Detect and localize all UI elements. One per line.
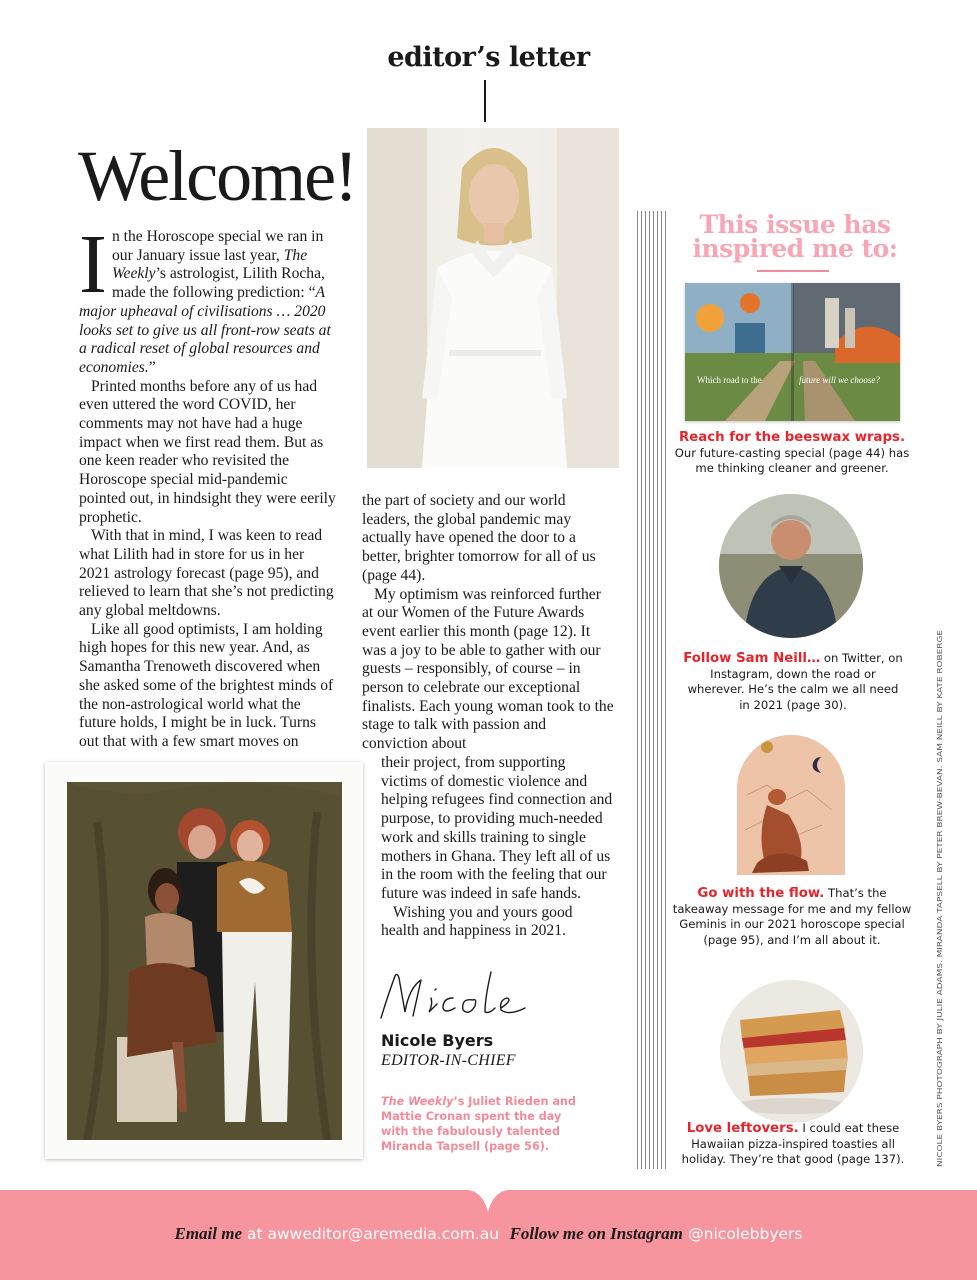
email-label: Email me	[174, 1224, 243, 1243]
sidebar-item	[675, 1121, 911, 1168]
sidebar-item-text: I could eat these Hawaiian pizza-inspired toasties all holiday. They’re that good (page 137).	[681, 1121, 905, 1166]
signature-image	[373, 968, 533, 1026]
toastie-photo	[720, 980, 863, 1123]
group-photo	[67, 782, 342, 1140]
signature-title: EDITOR-IN-CHIEF	[381, 1052, 516, 1069]
article-paragraph: their project, from supporting victims of domestic violence and helping refugees find connection and purpose, to providing much-needed work and skills training to single mothers in Ghana. They left all of us in the room with the feeling that our future was indeed in safe hands.	[381, 754, 613, 902]
sidebar-rule-lines	[637, 211, 667, 1169]
sidebar-item-heading: Love leftovers.	[686, 1121, 799, 1136]
sidebar-item-heading: Go with the flow.	[697, 886, 825, 901]
article-column-3	[381, 754, 613, 941]
instagram-label: Follow me on Instagram	[509, 1224, 683, 1243]
footer-notch	[468, 1190, 508, 1212]
article-paragraph: My optimism was reinforced further at our Women of the Future Awards event earlier this month (page 12). It was a joy to be able to gather with our guests – responsibly, of course – in person to celebrate our exceptional finalists. Each young woman took to the stage to talk with passion and conviction about	[362, 585, 614, 753]
article-paragraph: In the Horoscope special we ran in our January issue last year, The Weekly’s astrologist, Lilith Rocha, made the following prediction: “A major upheaval of civilisations … 2020 looks set to give us all front-row seats at a radical reset of global resources and economies.”	[79, 218, 331, 376]
article-paragraph: Like all good optimists, I am holding high hopes for this new year. And, as Samantha Trenoweth discovered when she asked some of the brightest minds of the non-astrological world what the future holds, I might be in luck. Turns out that with a few smart moves on	[79, 620, 334, 750]
article-paragraph: the part of society and our world leaders, the global pandemic may actually have opened the door to a better, brighter tomorrow for all of us (page 44).	[362, 492, 596, 584]
sidebar-item	[682, 651, 904, 713]
sidebar-item-heading: Reach for the beeswax wraps.	[678, 430, 905, 445]
editor-portrait-photo	[367, 128, 619, 468]
photo-credits	[932, 630, 946, 1167]
sidebar-item-text: Our future-casting special (page 44) has me thinking cleaner and greener.	[674, 445, 910, 475]
sidebar-item-text: on Twitter, on Instagram, down the road or wherever. He’s the calm we all need in 2021 (page 30).	[687, 651, 903, 712]
spread-title-right: future will we choose?	[799, 375, 880, 385]
article-column-1	[79, 218, 337, 752]
article-column-2	[362, 492, 614, 754]
sidebar-title-underline	[757, 270, 829, 272]
headline: Welcome!	[78, 136, 357, 216]
sidebar-item	[672, 886, 912, 948]
astrology-illustration	[737, 735, 845, 875]
section-label: editor’s letter	[387, 42, 590, 73]
spread-title-left: Which road to the	[697, 375, 762, 385]
section-label-rule	[484, 80, 486, 122]
instagram-handle-link[interactable]: @nicolebbyers	[688, 1225, 803, 1243]
email-link[interactable]: awweditor@aremedia.com.au	[267, 1225, 500, 1243]
drop-cap: I	[79, 218, 107, 311]
sam-neill-photo	[719, 494, 863, 638]
sidebar-item-heading: Follow Sam Neill…	[683, 651, 821, 666]
svg-text:NICOLE BYERS PHOTOGRAPH BY JUL: NICOLE BYERS PHOTOGRAPH BY JULIE ADAMS. MIRANDA TAPSELL BY PETER BREW-BEVAN. SAM NEILL BY KATE ROBERGE	[935, 733, 944, 1167]
article-paragraph: With that in mind, I was keen to read what Lilith had in store for us in her 2021 astrology forecast (page 95), and relieved to learn that she’s not predicting any global meltdowns.	[79, 527, 334, 620]
sidebar-item	[672, 430, 912, 477]
sidebar-item-text: That’s the takeaway message for me and my fellow Geminis in our 2021 horoscope special (page 95), and I’m all about it.	[672, 886, 912, 947]
sidebar-title: This issue has inspired me to:	[692, 210, 898, 263]
article-paragraph: Printed months before any of us had even uttered the word COVID, her comments may not have had a huge impact when we first read them. But as one keen reader who revisited the Horoscope special mid-pandemic pointed out, in hindsight they were eerily prophetic.	[79, 377, 336, 526]
magazine-spread-image	[685, 283, 900, 421]
footer-contact-line: Email me at awweditor@aremedia.com.au Follow me on Instagram @nicolebbyers	[174, 1224, 803, 1243]
signature-name: Nicole Byers	[381, 1031, 494, 1050]
article-paragraph: Wishing you and yours good health and happiness in 2021.	[381, 903, 573, 940]
photo-caption: The Weekly’s Juliet Rieden and Mattie Cronan spent the day with the fabulously talented Miranda Tapsell (page 56).	[381, 1095, 576, 1153]
